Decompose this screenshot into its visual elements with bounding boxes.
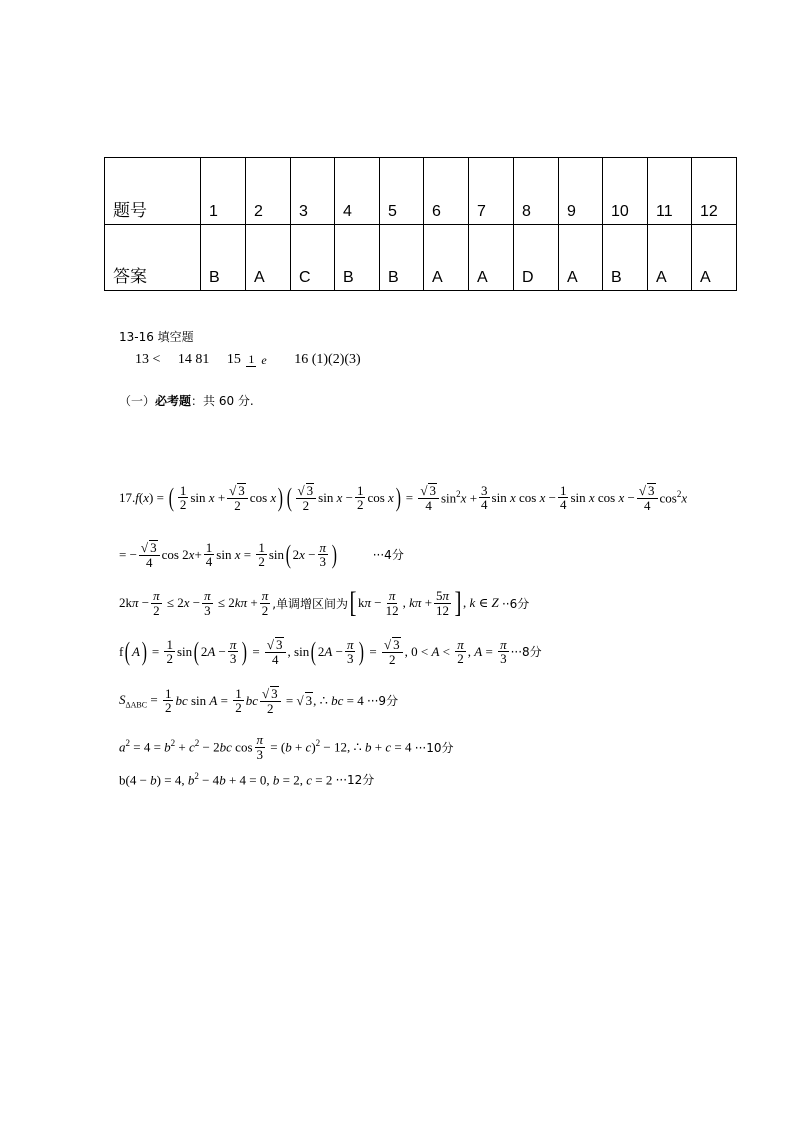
section-rest: ：共 60 分. <box>191 394 254 408</box>
solution-line-5: $S_{\Delta ABC}$ = $\frac{1}{2}$ bc sin A = $\frac{1}{2}$ bc $\frac{√ 3}{2}$ = √ 3, ∴ bc = 4 ···9分 <box>119 685 399 716</box>
question-number: 2 <box>246 158 291 225</box>
answer-15-denominator: e <box>261 352 267 367</box>
answer-cell: A <box>692 225 737 291</box>
table-row-answers <box>105 225 737 291</box>
answer-table <box>104 157 737 291</box>
section-heading <box>119 392 254 409</box>
answer-cell: D <box>514 225 559 291</box>
answer-16: 16 (1)(2)(3) <box>294 352 361 367</box>
solution-line-3: 2kπ − $\frac{\pi}{2}$ ≤ 2x − $\frac{\pi}{3}$ ≤ 2kπ + $\frac{\pi}{2}$ ,单调增区间为 [ kπ − $\frac{\pi}{12}$ , kπ + $\frac{5\pi}{12}$ ] , k ∈ Z ··6分 <box>119 586 530 619</box>
answer-15-label: 15 <box>226 352 241 367</box>
answer-13: 13 < <box>135 352 161 367</box>
section-prefix: （一） <box>119 394 156 408</box>
score-8: ···8分 <box>510 645 542 660</box>
solution-line-7: b(4 − b) = 4, $b^2 - 4b + 4 = 0$, b = 2, c = 2 ···12分 <box>119 771 375 788</box>
problem-number: 17. <box>119 489 136 505</box>
fill-in-title: 13-16 填空题 <box>119 330 194 344</box>
score-12: ···12分 <box>335 773 375 788</box>
question-number: 6 <box>424 158 469 225</box>
solution-line-6: $a^2 = 4 = b^2 + c^2 - 2bc$ cos $\frac{\pi}{3}$ = $(b + c)^2 - 12$, ∴ b + c = 4 ···10分 <box>119 732 454 762</box>
question-number: 12 <box>692 158 737 225</box>
question-number: 1 <box>201 158 246 225</box>
question-number: 5 <box>380 158 424 225</box>
answer-cell: A <box>469 225 514 291</box>
score-4: ···4分 <box>372 548 404 563</box>
answer-cell: A <box>424 225 469 291</box>
question-number: 11 <box>648 158 692 225</box>
answer-cell: B <box>603 225 648 291</box>
score-10: ···10分 <box>414 740 454 755</box>
score-9: ···9分 <box>366 694 399 709</box>
answer-15-fraction <box>246 353 268 367</box>
answer-cell: C <box>291 225 335 291</box>
table-row-numbers <box>105 158 737 225</box>
section-bold: 必考题 <box>155 394 192 408</box>
solution-line-2: = − $\frac{√ 3}{4}$ cos 2x+ $\frac{1}{4}$ sin x = $\frac{1}{2}$ sin ( 2x − $\frac{\pi}{3}$ ) ···4分 <box>119 539 404 570</box>
question-number: 7 <box>469 158 514 225</box>
question-number: 10 <box>603 158 648 225</box>
question-number: 4 <box>335 158 380 225</box>
solution-line-4: f ( A ) = $\frac{1}{2}$ sin ( 2A − $\frac{\pi}{3}$ ) = $\frac{√ 3}{4}$ , sin ( 2A − $\frac{\pi}{3}$ ) = $\frac{√ 3}{2}$ , 0 < A < $\frac{\pi}{2}$ , A = $\frac{\pi}{3}$ ···8分 <box>119 636 542 667</box>
row-label-answer: 答案 <box>105 225 201 291</box>
fill-in-answers <box>135 352 361 368</box>
answer-cell: B <box>335 225 380 291</box>
question-number: 8 <box>514 158 559 225</box>
score-6: ··6分 <box>501 596 530 611</box>
row-label-number: 题号 <box>105 158 201 225</box>
answer-cell: B <box>201 225 246 291</box>
answer-15-numerator: 1 <box>248 352 255 367</box>
increasing-interval-text: ,单调增区间为 <box>272 596 349 611</box>
answer-cell: A <box>559 225 603 291</box>
question-number: 9 <box>559 158 603 225</box>
solution-line-1: 17. f ( x ) = ( $\frac{1}{2}$ sin x + $\frac{√ 3}{2}$ cos x ) ( $\frac{√ 3}{2}$ sin x − $\frac{1}{2}$ cos x ) = $\frac{√ 3}{4}$ $\sin^2x$ + $\frac{3}{4}$ sin x cos x − $\frac{1}{4}$ sin x cos x − $\frac{√ 3}{4}$ $\cos^2x$ <box>119 482 688 513</box>
answer-14: 14 81 <box>177 352 210 367</box>
answer-cell: A <box>648 225 692 291</box>
question-number: 3 <box>291 158 335 225</box>
answer-cell: B <box>380 225 424 291</box>
answer-cell: A <box>246 225 291 291</box>
